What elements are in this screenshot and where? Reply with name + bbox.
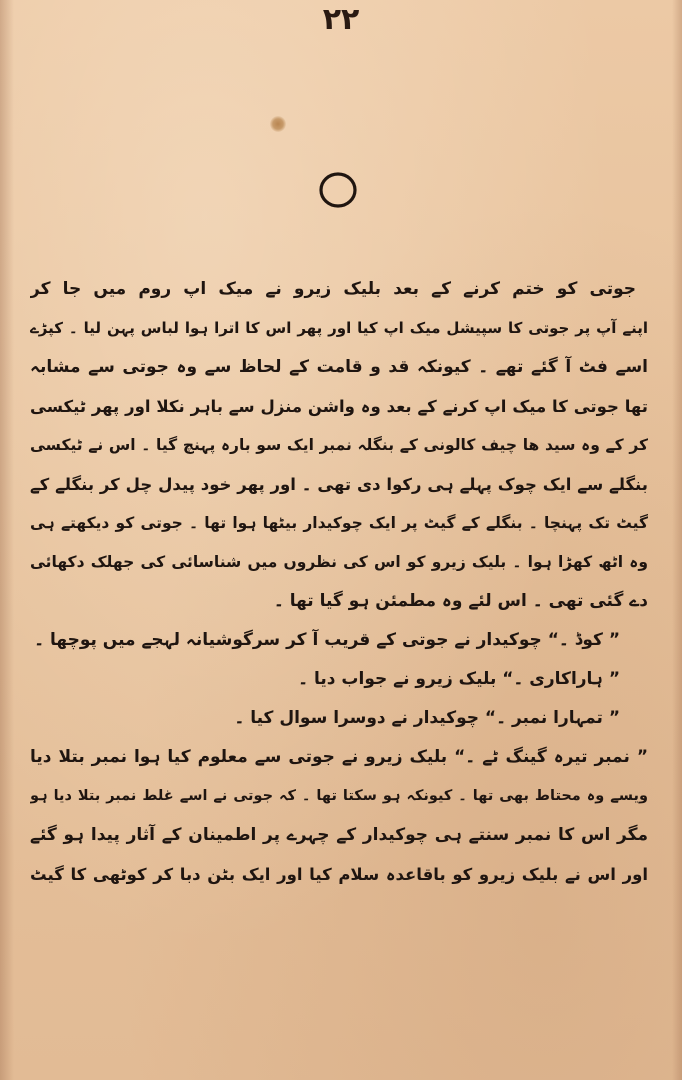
text-line: بنگلے سے ایک چوک پہلے ہی رکوا دی تھی ۔ اور پھر خود پیدل چل کر بنگلے کے xyxy=(30,475,648,494)
body-text xyxy=(30,270,648,894)
text-line: تھا جوتی کا میک اپ کرنے کے بعد وہ واشن منزل سے باہر نکلا اور پھر ٹیکسی xyxy=(30,397,648,416)
text-line: جوتی کو ختم کرنے کے بعد بلیک زیرو نے میک اپ روم میں جا کر xyxy=(30,279,636,299)
dialogue-line: ” کوڈ ۔“ چوکیدار نے جوتی کے قریب آ کر سرگوشیانہ لہجے میں پوچھا ۔ xyxy=(34,630,620,650)
text-line: کر کے وہ سید ھا چیف کالونی کے بنگلہ نمبر ایک سو بارہ پہنچ گیا ۔ اس نے ٹیکسی xyxy=(30,436,648,454)
text-line: اپنے آپ پر جوتی کا سپیشل میک اپ کیا اور پھر اس کا اترا ہوا لباس پہن لیا ۔ کپڑے xyxy=(30,319,648,337)
text-line: اور اس نے بلیک زیرو کو باقاعدہ سلام کیا اور ایک بٹن دبا کر کوٹھی کا گیٹ xyxy=(30,865,648,884)
right-edge-shadow xyxy=(672,0,682,1080)
dialogue-line: ” ہاراکاری ۔“ بلیک زیرو نے جواب دیا ۔ xyxy=(298,669,620,689)
page-number: ۲۲ xyxy=(322,2,360,37)
dialogue-line: ” نمبر تیرہ گینگ ٹے ۔“ بلیک زیرو نے جوتی سے معلوم کیا ہوا نمبر بتلا دیا xyxy=(30,747,648,767)
left-edge-shadow xyxy=(0,0,14,1080)
text-line: وہ اٹھ کھڑا ہوا ۔ بلیک زیرو کو اس کی نظروں میں شناسائی کی جھلک دکھائی xyxy=(30,553,648,571)
text-line: گیٹ تک پہنچا ۔ بنگلے کے گیٹ پر ایک چوکیدار بیٹھا ہوا تھا ۔ جوتی کو دیکھتے ہی xyxy=(30,514,648,532)
circle-chapter-mark-icon xyxy=(318,170,358,210)
text-line: ویسے وہ محتاط بھی تھا ۔ کیونکہ ہو سکتا تھا ۔ کہ جوتی نے اسے غلط نمبر بتلا دیا ہو xyxy=(30,788,648,804)
text-line: دے گئی تھی ۔ اس لئے وہ مطمئن ہو گیا تھا ۔ xyxy=(273,591,648,611)
paper-stain xyxy=(270,116,286,132)
dialogue-line: ” تمہارا نمبر ۔“ چوکیدار نے دوسرا سوال کیا ۔ xyxy=(234,708,620,728)
text-line: مگر اس کا نمبر سنتے ہی چوکیدار کے چہرے پر اطمینان کے آثار پیدا ہو گئے xyxy=(30,825,648,845)
text-line: اسے فٹ آ گئے تھے ۔ کیونکہ قد و قامت کے لحاظ سے وہ جوتی سے مشابہ xyxy=(30,357,648,377)
